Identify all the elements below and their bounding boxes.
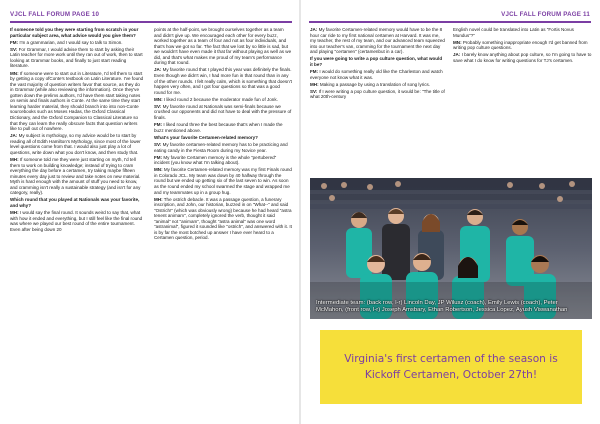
speaker-initials: MN: bbox=[10, 70, 19, 76]
banner-text: Virginia's first certamen of the season is Kickoff Certamen, October 27th! bbox=[344, 353, 558, 381]
interview-answer bbox=[453, 40, 592, 51]
speaker-initials: JA: bbox=[10, 133, 18, 139]
announcement-banner bbox=[320, 330, 582, 404]
photo-caption: Intermediate team: (back row, l-r) Lincoln Day, JP Wilusz (coach), Emily Lewis (coach), Peter McMahon, (front row, l-r) Joseph Amsbary, Ethan Robertson, Jessica Lopez, Ayush Viswanathan bbox=[316, 300, 568, 313]
answer-text: My favorite Certamen-related memory was my first Finals round in Colorado JCL. My team was down by 40 halfway through the round but we ended up getting six of the last seven to win. As soon as the round ended my school swarmed the stage and wrapped me and my teammates up in a group hug. bbox=[154, 167, 292, 195]
interview-answer bbox=[310, 89, 445, 100]
speaker-initials: FM: bbox=[10, 39, 19, 45]
answer-text: If someone were to start out in Literature, I'd tell them to start by getting a copy ofConte's textbook on Latin Literature. I've found the vast majority of question writers favor that source, as they do in Grammar (while also reviewing the information). Once they've gotten down the prelims authors, I'd have them start taking notes on semis and finals authors in Conte. At the same time they start learning harder material, they should branch into into non-Conte sourcebooks such as Moses Hadas, the Oxford Classical Dictionary, and the Oxford Companion to Classical Literature so that they can learn the really obscure facts that question writers like to pull out of nowhere. bbox=[10, 70, 144, 132]
answer-text: My favorite Certamen memory is the whole "pertubered" incident (you know what I'm talking about). bbox=[154, 154, 277, 166]
speaker-initials: MN: bbox=[154, 167, 163, 173]
right-page-column-1 bbox=[310, 27, 445, 175]
speaker-initials: FM: bbox=[154, 122, 163, 128]
continued-text: points at the half-point, we brought ourselves together as a team and didn't give up. We encouraged each other for every buzz, worked together as a team of four and not as four individuals, and that's how we got so far. The fact that we lost by so little is sad, but we wouldn't have even made it that far without playing as well as we did, and that's what makes me proud of my team's performance during that round. bbox=[154, 27, 292, 66]
interview-answer bbox=[10, 157, 144, 196]
interview-answer bbox=[154, 97, 292, 103]
interview-answer bbox=[154, 197, 292, 241]
answer-text: If I were writing a pop culture question, it would be: "The title of what 20th-century bbox=[310, 88, 445, 100]
speaker-initials: MH: bbox=[10, 157, 19, 162]
interview-question: What's your favorite Certamen-related memory? bbox=[154, 134, 258, 140]
answer-text: For Grammar, I would advise them to start by asking their Latin teacher for more work until they ran out of work, then to start looking at Grammar books, and finally to just start reading literature. bbox=[10, 46, 143, 69]
answer-text: I liked round three the best because that's when I made the buzz mentioned above. bbox=[154, 122, 283, 133]
answer-text: The ostrich debacle. It was a passage question, a funerary inscription, and John, our historian, buzzed in on "What--" and said "Ostrich!" (which was obviously wrong) because he had heard "astra tenent animam", completely ignored the verb, thought it said "animal" not "animam", thought "astra animal" was one word "astranimal", figured it sounded like "ostrich", and answered with it. It is by far the most botched up answer I have ever heard to a Certamen question, period. bbox=[154, 196, 292, 241]
speaker-initials: FM: bbox=[310, 69, 319, 75]
header-rule-left bbox=[10, 21, 292, 23]
speaker-initials: SV: bbox=[154, 103, 162, 109]
speaker-initials: JA: bbox=[310, 27, 318, 32]
answer-text: I would do something really old like the Charleston and watch everyone not know what it was. bbox=[310, 69, 443, 80]
speaker-initials: SV: bbox=[154, 141, 162, 147]
answer-text: My favorite round that I played this year was definitely the finals. Even though we didn't win, I had more fun in that round than in any of the other rounds. I felt really calm, which is something that doesn't happen very often, and I got four questions so that was a good round for me. bbox=[154, 67, 292, 95]
answer-text: My favorite Certamen-related memory would have to be the 8 hour car ride to my first national certamen at Harvard. It was me, my teacher, the rest of my team, and our advanced team squeezed into our teacher's van, cramming for the tournament the next day and playing "certamen" (certamenbut in a car). bbox=[310, 27, 445, 55]
team-photo-illustration bbox=[310, 178, 592, 319]
page-header-left: VJCL FALL FORUM PAGE 10 bbox=[10, 11, 100, 18]
interview-question: If you were going to write a pop culture question, what would it be? bbox=[310, 56, 443, 67]
interview-answer bbox=[154, 67, 292, 95]
answer-text: Making a passage by using a translation of song lyrics. bbox=[318, 81, 431, 87]
interview-answer bbox=[10, 40, 144, 46]
interview-question: Which round that you played at Nationals was your favorite, and why? bbox=[10, 197, 140, 208]
speaker-initials: MN: bbox=[453, 39, 462, 45]
team-photo bbox=[310, 178, 592, 319]
interview-answer bbox=[10, 47, 144, 69]
speaker-initials: MH: bbox=[154, 196, 163, 202]
answer-text: Probably something inappropriate enough I'd get banned from writing pop culture questions. bbox=[453, 39, 588, 51]
interview-answer bbox=[10, 133, 144, 155]
speaker-initials: SV: bbox=[310, 88, 318, 94]
answer-text: I barely know anything about pop culture, so I'm going to have to save what I do know for writing questions for TJ's certamen. bbox=[453, 52, 592, 63]
interview-answer bbox=[154, 155, 292, 166]
speaker-initials: SV: bbox=[10, 46, 18, 52]
answer-text: My favorite certamen-related memory has to be practicing and eating candy in the Fiesta Room during my Novice year. bbox=[154, 141, 288, 153]
left-page-column-1 bbox=[10, 27, 144, 419]
interview-answer bbox=[154, 142, 292, 153]
interview-answer bbox=[310, 27, 445, 55]
speaker-initials: MN: bbox=[154, 96, 163, 102]
speaker-initials: JA: bbox=[154, 67, 162, 73]
speaker-initials: MH: bbox=[310, 81, 319, 87]
speaker-initials: FM: bbox=[154, 154, 163, 160]
interview-answer bbox=[310, 69, 445, 80]
page-header-right: VJCL FALL FORUM PAGE 11 bbox=[501, 11, 590, 18]
answer-text: I would say the final round. It sounds weird to say that, what with how it ended and everything, but I still feel like the final round was where we played our best round of the entire tournament. Even after being down 20 bbox=[10, 210, 143, 232]
header-rule-right bbox=[309, 21, 591, 23]
answer-text: My subject is mythology, so my advice would be to start by reading all of Edith Hamilton's Mythology, since most of the lower level questions come from that. I would also just play a lot of questions, write down what you don't know, and then study that. bbox=[10, 133, 141, 155]
interview-answer bbox=[10, 71, 144, 132]
left-page-column-2 bbox=[154, 27, 292, 419]
answer-text: If someone told me they were just starting on myth, I'd tell them to work on building knowledge; instead of trying to cram everything the day before a certamen, try taking maybe fifteen minutes every day just to review and take notes on new material. Myth is hard enough with the amount of stuff you need to know, and cramming isn't really a sustainable strategy (and isn't for any category, really). bbox=[10, 157, 141, 196]
interview-answer bbox=[154, 167, 292, 195]
answer-text: I'm a grammarian, and I would say to talk to Simon. bbox=[18, 39, 123, 45]
interview-question: If someone told you they were starting from scratch in your particular subject area, what advice would you give them? bbox=[10, 27, 139, 38]
interview-answer bbox=[154, 104, 292, 121]
speaker-initials: MH: bbox=[10, 210, 19, 216]
right-page-column-2 bbox=[453, 27, 592, 175]
interview-answer bbox=[453, 52, 592, 63]
interview-answer bbox=[154, 122, 292, 133]
answer-text: I liked round 2 because the moderator made fun of Jonk. bbox=[162, 96, 278, 102]
right-page bbox=[301, 0, 600, 424]
interview-answer bbox=[10, 210, 144, 232]
speaker-initials: JA: bbox=[453, 52, 461, 58]
continued-text: English novel could be translated into Latin as "Fortis Novus Mundus"?" bbox=[453, 27, 574, 38]
left-page bbox=[0, 0, 299, 424]
answer-text: My favorite round at Nationals was semi-finals because we crushed our opponents and did not have to deal with the pressure of finals. bbox=[154, 103, 292, 120]
interview-answer bbox=[310, 82, 445, 88]
